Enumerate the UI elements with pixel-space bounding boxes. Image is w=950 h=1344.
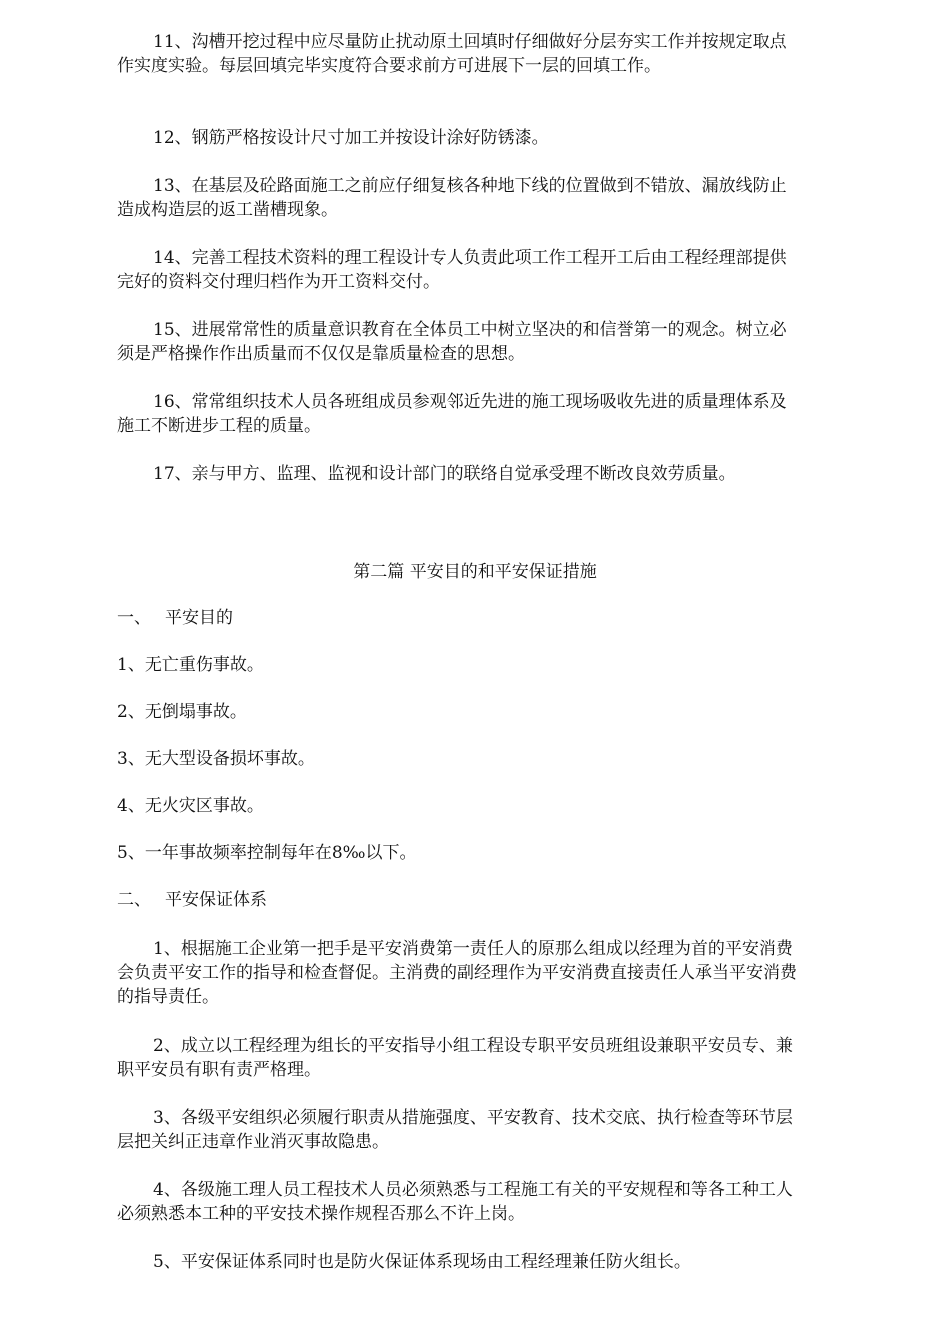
system-paragraph-1: 1、根据施工企业第一把手是平安消费第一责任人的原那么组成以经理为首的平安消费会负责平安工作的指导和检查督促。主消费的副经理作为平安消费直接责任人承当平安消费的指导责任。 [117,939,797,1007]
system-paragraph-5: 5、平安保证体系同时也是防火保证体系现场由工程经理兼任防火组长。 [153,1252,691,1272]
goal-item-1: 1、无亡重伤事故。 [117,655,264,675]
paragraph-14: 14、完善工程技术资料的理工程设计专人负责此项工作工程开工后由工程经理部提供完好的资料交付理归档作为开工资料交付。 [117,248,787,292]
chapter-title: 第二篇 平安目的和平安保证措施 [353,562,597,582]
section-1-heading [117,606,803,630]
section-2-title: 平安保证体系 [165,890,267,910]
section-2-number: 二、 [117,890,151,910]
goal-item-2: 2、无倒塌事故。 [117,702,247,722]
section-1-number: 一、 [117,608,151,628]
paragraph-16: 16、常常组织技术人员各班组成员参观邻近先进的施工现场吸收先进的质量理体系及施工不断进步工程的质量。 [117,392,787,436]
goal-item-3: 3、无大型设备损坏事故。 [117,749,315,769]
paragraph-15: 15、进展常常性的质量意识教育在全体员工中树立坚决的和信誉第一的观念。树立必须是严格操作作出质量而不仅仅是靠质量检查的思想。 [117,320,787,364]
system-paragraph-4: 4、各级施工理人员工程技术人员必须熟悉与工程施工有关的平安规程和等各工种工人必须熟悉本工种的平安技术操作规程否那么不许上岗。 [117,1180,793,1224]
paragraph-17: 17、亲与甲方、监理、监视和设计部门的联络自觉承受理不断改良效劳质量。 [153,464,736,484]
paragraph-12: 12、钢筋严格按设计尺寸加工并按设计涂好防锈漆。 [153,128,549,148]
paragraph-11: 11、沟槽开挖过程中应尽量防止扰动原土回填时仔细做好分层夯实工作并按规定取点作实度实验。每层回填完毕实度符合要求前方可进展下一层的回填工作。 [117,32,787,76]
section-2-heading [117,888,803,912]
goal-item-5: 5、一年事故频率控制每年在8‰以下。 [117,843,417,863]
system-paragraph-3: 3、各级平安组织必须履行职责从措施强度、平安教育、技术交底、执行检查等环节层层把关纠正违章作业消灭事故隐患。 [117,1108,793,1152]
system-paragraph-2: 2、成立以工程经理为组长的平安指导小组工程设专职平安员班组设兼职平安员专、兼职平安员有职有责严格理。 [117,1036,793,1080]
paragraph-13: 13、在基层及砼路面施工之前应仔细复核各种地下线的位置做到不错放、漏放线防止造成构造层的返工凿槽现象。 [117,176,787,220]
goal-item-4: 4、无火灾区事故。 [117,796,264,816]
section-1-title: 平安目的 [165,608,233,628]
